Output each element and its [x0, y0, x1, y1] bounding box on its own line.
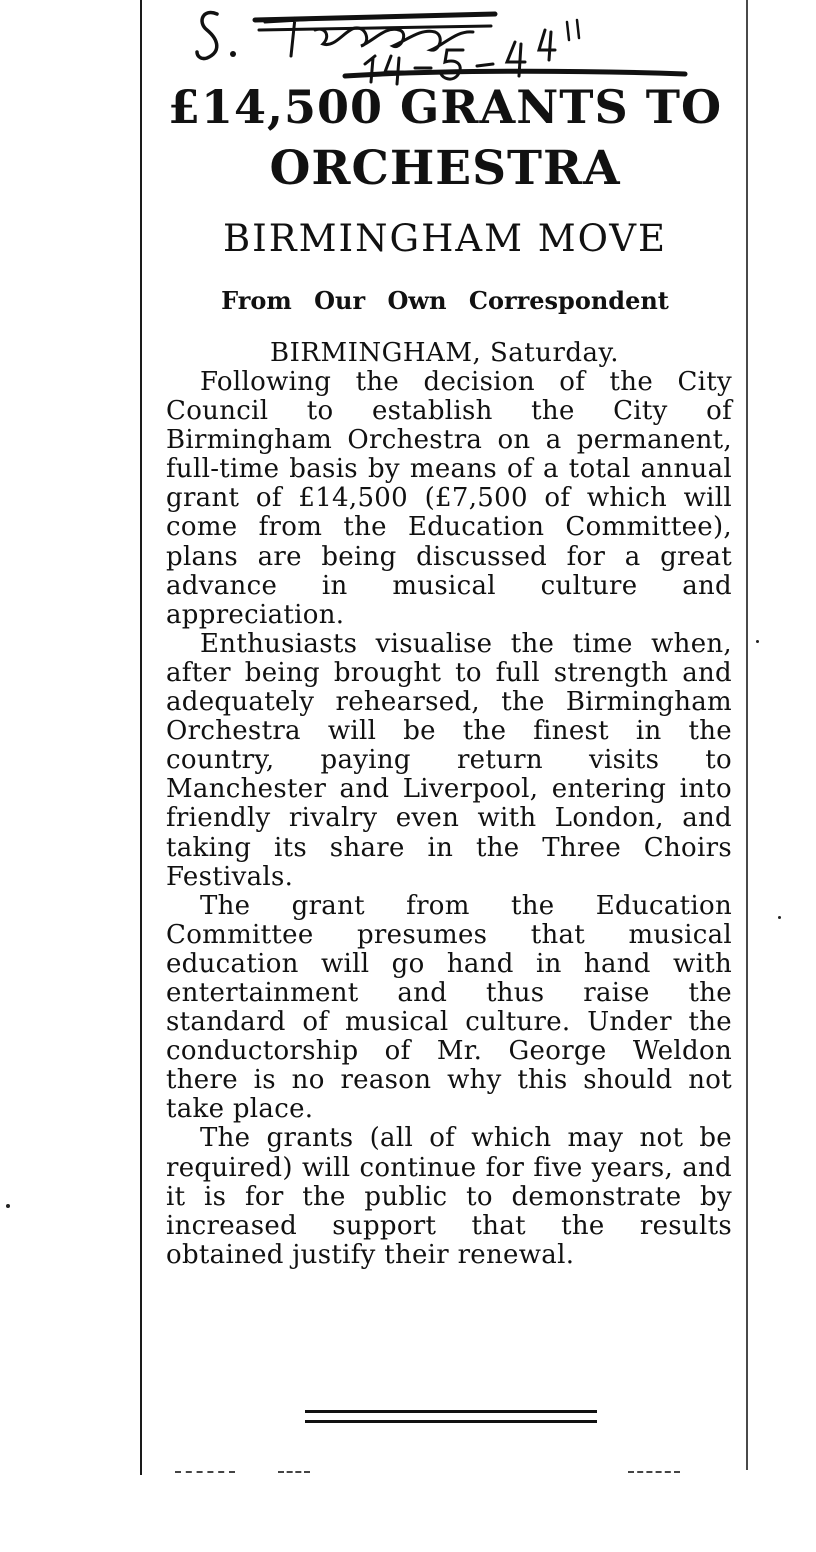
column-rule-right — [746, 0, 748, 1470]
article-paragraph: Following the decision of the City Council to establish the City of Birmingham Orchestra on a permanent, full-time basis by means of a total annual grant of £14,500 (£7,500 of which will come from the Education Committee), plans are being discussed for a great advance in musical culture and appreciation. — [166, 367, 732, 630]
subheading: BIRMINGHAM MOVE — [222, 217, 668, 260]
scan-speck — [756, 640, 759, 643]
clipping-edge-dash — [628, 1471, 680, 1477]
headline-line-2: ORCHESTRA — [269, 141, 621, 196]
article-paragraph: The grant from the Education Committee presumes that musical education will go hand in hand with entertainment and thus raise the standard of musical culture. Under the conductorship of Mr. George Weldon there is no reason why this should not take place. — [166, 890, 732, 1125]
scan-speck — [6, 1204, 10, 1208]
clipping-edge-dash — [278, 1471, 310, 1477]
article-paragraph: Enthusiasts visualise the time when, after being brought to full strength and adequately rehearsed, the Birmingham Orchestra will be the finest in the country, paying return visits to Manchester and Liverpool, entering into friendly rivalry even with London, and taking its share in the Three Choirs Festivals. — [166, 628, 732, 892]
clipping-edge-dash — [175, 1471, 235, 1477]
end-of-article-rule — [305, 1410, 597, 1428]
column-rule-left — [140, 0, 142, 1475]
byline: From Our Own Correspondent — [221, 286, 669, 315]
dateline: BIRMINGHAM, Saturday. — [270, 338, 620, 368]
end-rule-top — [305, 1410, 597, 1413]
article-paragraph: The grants (all of which may not be required) will continue for five years, and it is for the public to demonstrate by increased support that the results obtained justify their renewal. — [166, 1123, 732, 1270]
headline-line-1: £14,500 GRANTS TO — [167, 80, 723, 134]
article-body — [166, 368, 732, 1270]
end-rule-bottom — [305, 1420, 597, 1423]
scan-speck — [778, 916, 781, 919]
